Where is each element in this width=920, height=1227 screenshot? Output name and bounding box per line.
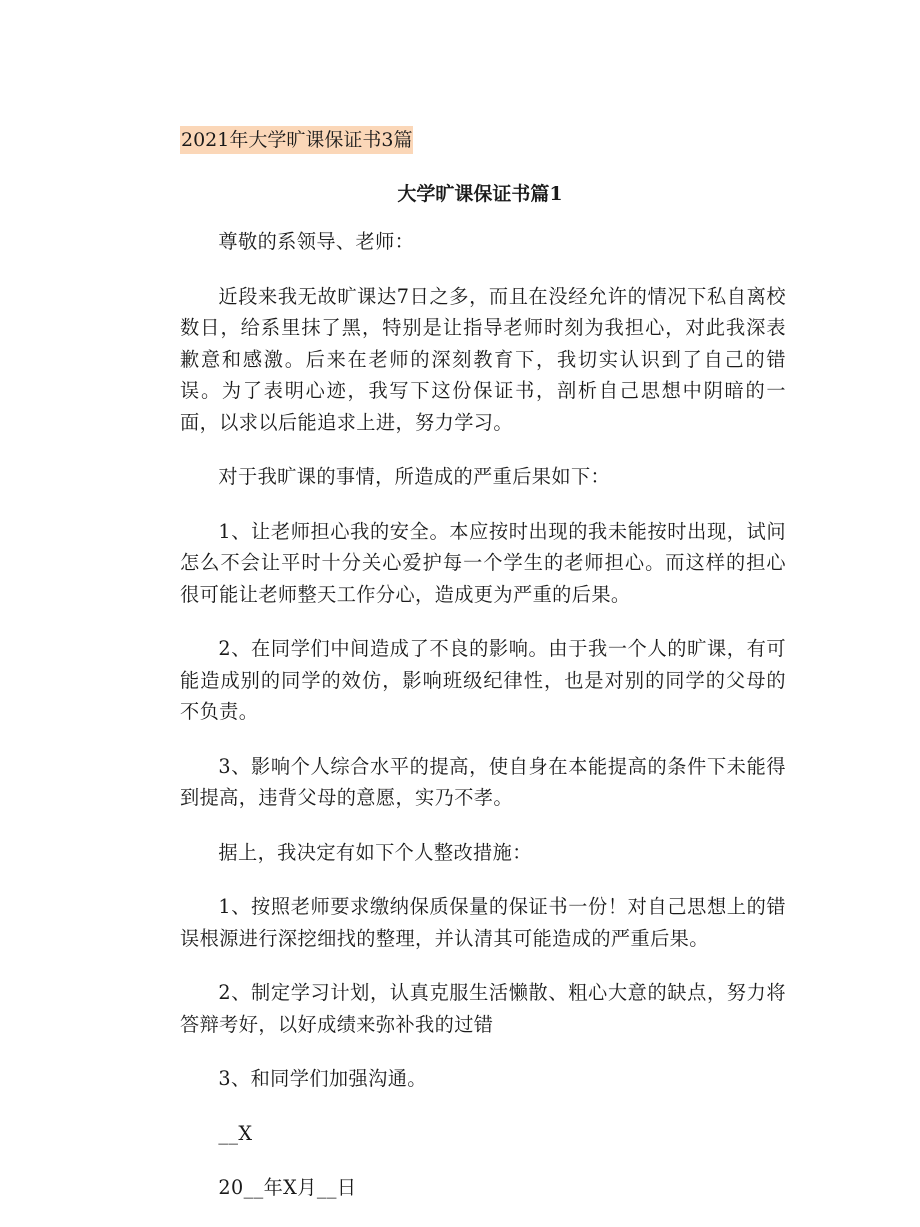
date: 20__年X月__日 (218, 1176, 357, 1199)
paragraph-measure-3: 3、和同学们加强沟通。 (218, 1067, 427, 1090)
paragraph-intro: 近段来我无故旷课达7日之多，而且在没经允许的情况下私自离校数日，给系里抹了黑，特别是让指导老师时刻为我担心，对此我深表歉意和感激。后来在老师的深刻教育下，我切实认识到了自己的错误。为了表明心迹，我写下这份保证书，剖析自己思想中阴暗的一面，以求以后能追求上进，努力学习。 (180, 284, 786, 434)
section-title: 大学旷课保证书篇1 (397, 183, 563, 205)
signature: __X (218, 1121, 253, 1145)
paragraph-consequences-heading: 对于我旷课的事情，所造成的严重后果如下： (218, 465, 611, 488)
document-body (180, 226, 786, 1227)
paragraph-consequence-1: 1、让老师担心我的安全。本应按时出现的我未能按时出现，试问怎么不会让平时十分关心爱护每一个学生的老师担心。而这样的担心很可能让老师整天工作分心，造成更为严重的后果。 (180, 519, 786, 606)
paragraph-consequence-2: 2、在同学们中间造成了不良的影响。由于我一个人的旷课，有可能造成别的同学的效仿，影响班级纪律性，也是对别的同学的父母的不负责。 (180, 637, 786, 723)
paragraph-measure-2: 2、制定学习计划，认真克服生活懒散、粗心大意的缺点，努力将答辩考好，以好成绩来弥补我的过错 (180, 981, 786, 1036)
paragraph-salutation: 尊敬的系领导、老师： (218, 230, 415, 253)
paragraph-consequence-3: 3、影响个人综合水平的提高，使自身在本能提高的条件下未能得到提高，违背父母的意愿，实乃不孝。 (180, 754, 786, 809)
document-title: 2021年大学旷课保证书3篇 (180, 126, 413, 154)
paragraph-measure-1: 1、按照老师要求缴纳保质保量的保证书一份！对自己思想上的错误根源进行深挖细找的整理，并认清其可能造成的严重后果。 (180, 895, 786, 950)
paragraph-measures-heading: 据上，我决定有如下个人整改措施： (218, 840, 532, 864)
